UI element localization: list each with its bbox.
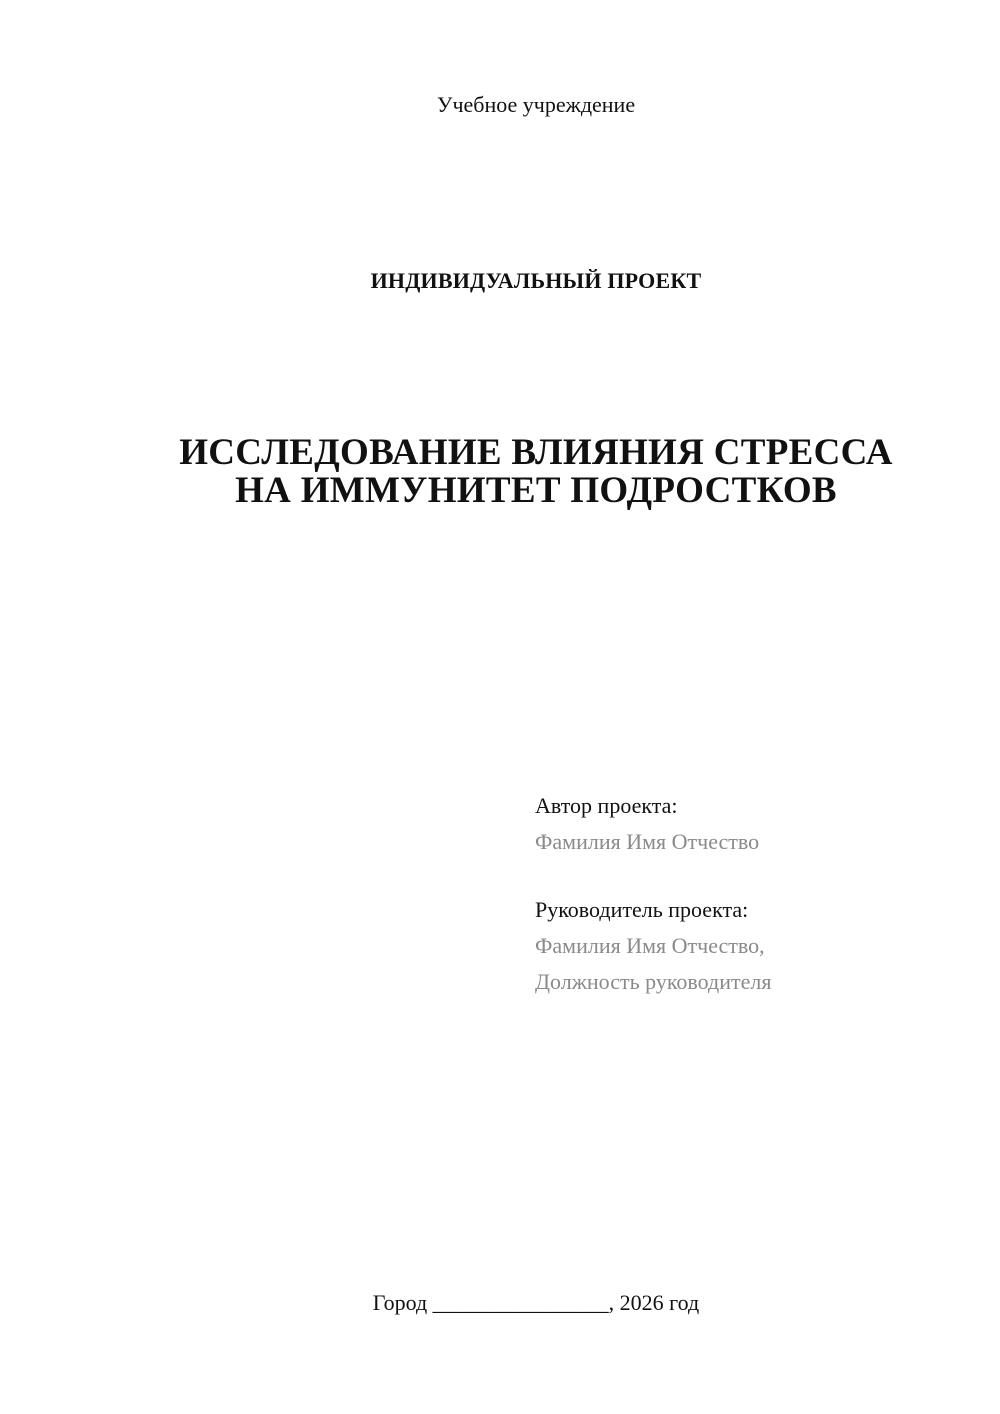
- project-people-block: [535, 788, 975, 1000]
- spacer: [535, 860, 975, 892]
- project-title-line-1: ИССЛЕДОВАНИЕ ВЛИЯНИЯ СТРЕССА: [179, 432, 893, 473]
- project-title-line-2: НА ИММУНИТЕТ ПОДРОСТКОВ: [235, 470, 837, 511]
- supervisor-label: Руководитель проекта:: [535, 897, 749, 922]
- author-label: Автор проекта:: [535, 793, 678, 818]
- project-type-heading: ИНДИВИДУАЛЬНЫЙ ПРОЕКТ: [370, 268, 702, 293]
- project-title: [0, 434, 1000, 510]
- institution-name: Учебное учреждение: [436, 92, 636, 117]
- city-year-footer: Город ________________, 2026 год: [372, 1290, 700, 1315]
- supervisor-position: Должность руководителя: [535, 969, 772, 994]
- supervisor-name: Фамилия Имя Отчество,: [535, 933, 765, 958]
- author-name: Фамилия Имя Отчество: [535, 829, 760, 854]
